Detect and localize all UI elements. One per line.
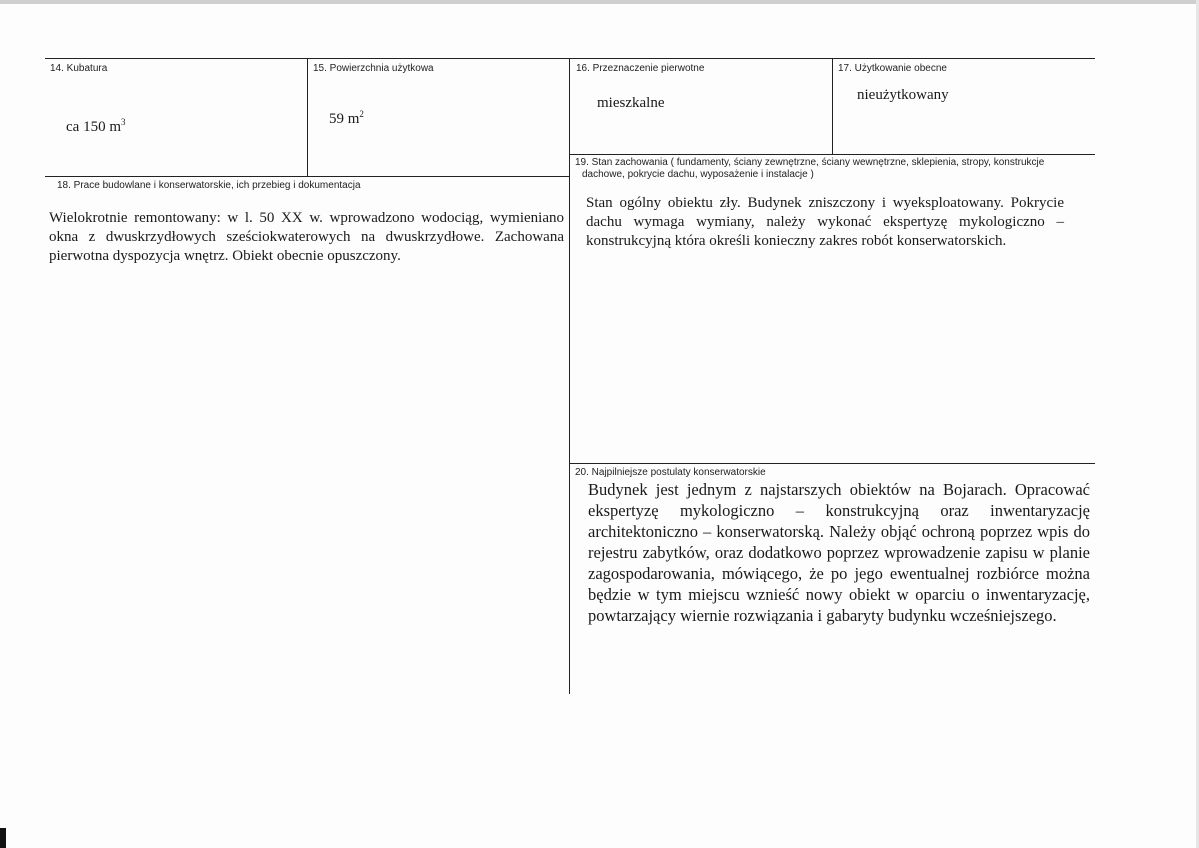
cell-15-value-main: 59 m (329, 111, 360, 127)
divider-16-17 (832, 58, 833, 154)
cell-16-label: 16. Przeznaczenie pierwotne (576, 63, 705, 74)
cell-14-value-unit-exp: 3 (120, 117, 126, 127)
border-above-19 (569, 154, 1095, 155)
border-above-20 (569, 463, 1095, 464)
scan-corner-mark (0, 828, 6, 848)
scan-top-band (0, 0, 1199, 4)
cell-18-text: Wielokrotnie remontowany: w l. 50 XX w. wprowadzono wodociąg, wymieniano okna z dwuskrzydłowych sześciokwaterowych na dwuskrzydłowe. Zachowana pierwotna dyspozycja wnętrz. Obiekt obecnie opuszczony. (49, 210, 564, 264)
cell-14-value (66, 113, 125, 137)
cell-17-label: 17. Użytkowanie obecne (838, 63, 947, 74)
cell-17-value: nieużytkowany (857, 87, 949, 103)
divider-14-15 (307, 58, 308, 176)
cell-19-label-line1: 19. Stan zachowania ( fundamenty, ściany zewnętrzne, ściany wewnętrzne, sklepienia, stropy, konstrukcje (575, 157, 1045, 168)
cell-15-label: 15. Powierzchnia użytkowa (313, 63, 434, 74)
cell-15-value (329, 105, 364, 129)
cell-14-value-main: ca 150 m (66, 119, 121, 135)
cell-15-value-unit-exp: 2 (359, 109, 364, 119)
border-above-18 (45, 176, 569, 177)
cell-20-text: Budynek jest jednym z najstarszych obiektów na Bojarach. Opracować ekspertyzę mykologiczno – konstrukcyjną oraz inwentaryzację architektoniczno – konserwatorską. Należy objąć ochroną poprzez wpis do rejestru zabytków, oraz dodatkowo poprzez wprowadzenie zapisu w planie zagospodarowania, mówiącego, że po jego ewentualnej rozbiórce można będzie w tym miejscu wznieść nowy obiekt w oparciu o inwentaryzację, powtarzający wiernie rozwiązania i gabaryty budynku wcześniejszego. (588, 480, 1090, 625)
cell-20-label: 20. Najpilniejsze postulaty konserwatorskie (575, 467, 766, 478)
cell-19-label-line2: dachowe, pokrycie dachu, wyposażenie i instalacje ) (582, 169, 814, 180)
top-border (45, 58, 1095, 59)
cell-18-label: 18. Prace budowlane i konserwatorskie, ich przebieg i dokumentacja (57, 180, 361, 191)
cell-14-label: 14. Kubatura (50, 63, 108, 74)
cell-16-value: mieszkalne (597, 95, 665, 111)
cell-19-text: Stan ogólny obiektu zły. Budynek zniszczony i wyeksploatowany. Pokrycie dachu wymaga wymiany, należy wykonać ekspertyzę mykologiczno – konstrukcyjną która określi konieczny zakres robót konserwatorskich. (586, 195, 1064, 249)
